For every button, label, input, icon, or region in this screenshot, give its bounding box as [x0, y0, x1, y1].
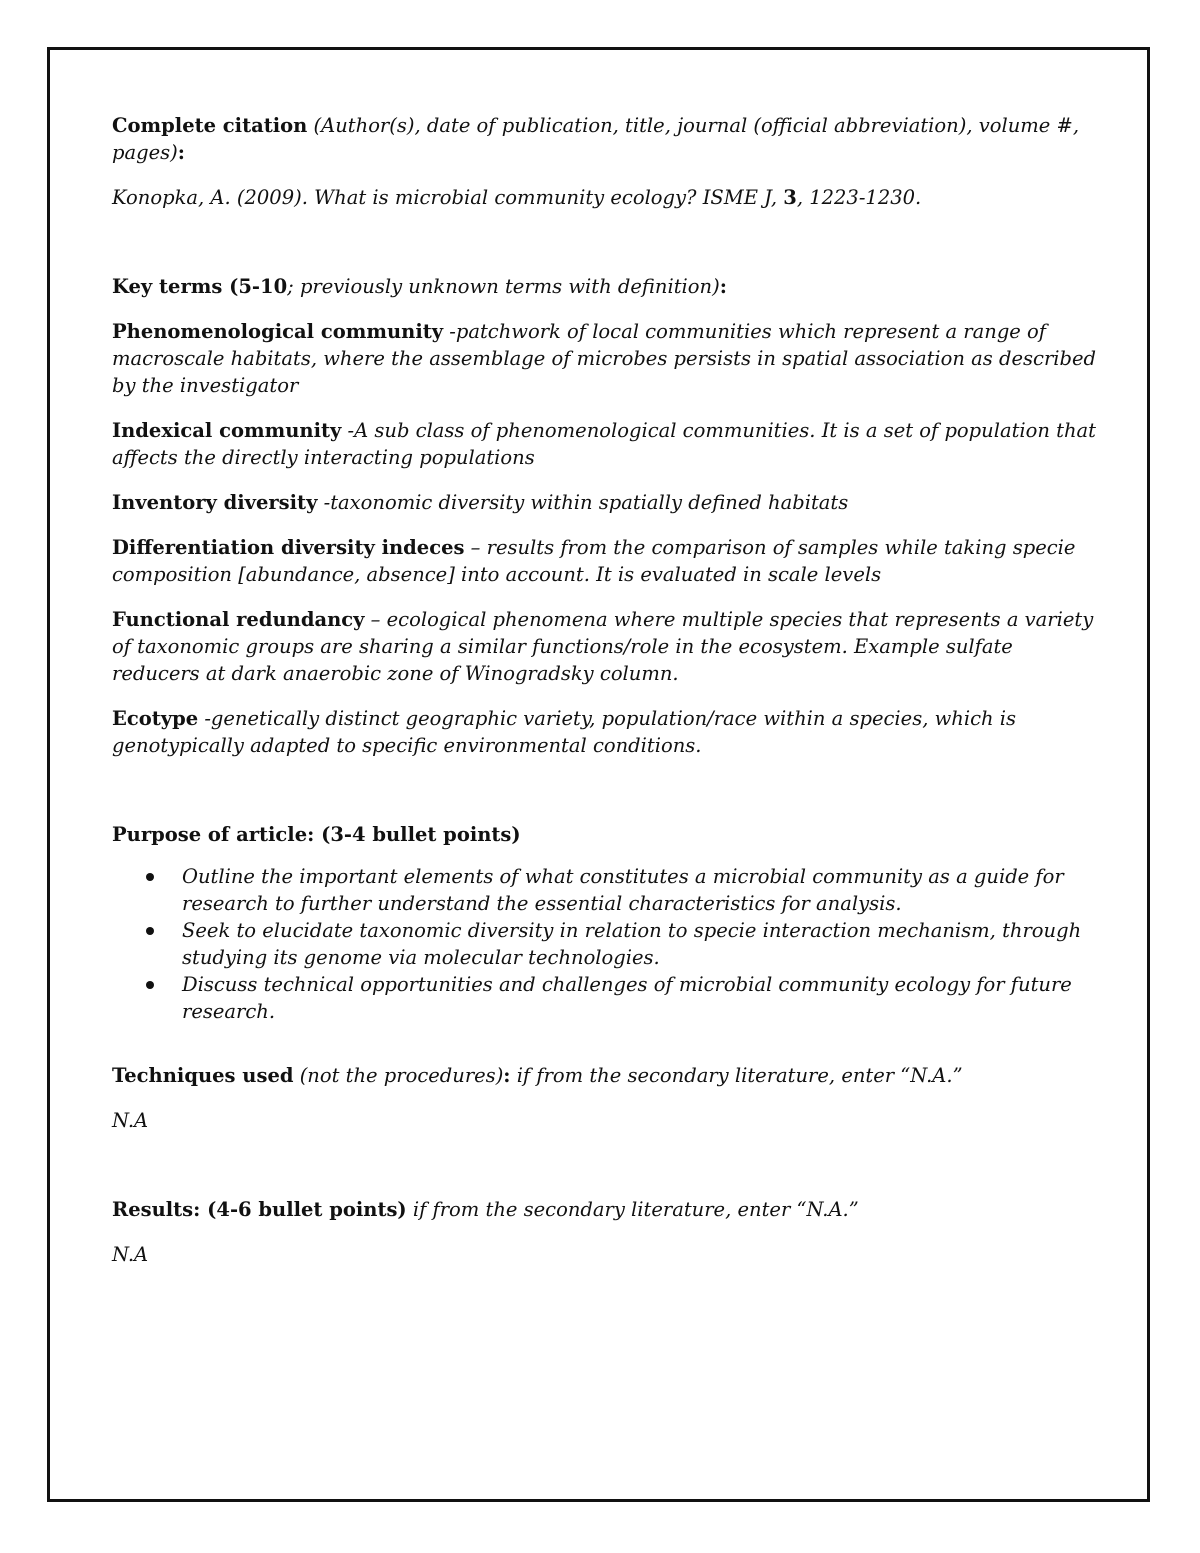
- key-term-name: Ecotype: [112, 707, 199, 730]
- citation-text-start: Konopka, A. (2009). What is microbial community ecology? ISME J,: [112, 186, 784, 209]
- techniques-heading-label: Techniques used: [112, 1064, 294, 1087]
- key-term-name: Functional redundancy: [112, 608, 365, 631]
- key-terms-heading-note: ; previously unknown terms with definition): [287, 275, 720, 298]
- key-term-name: Indexical community: [112, 419, 342, 442]
- list-item: Discuss technical opportunities and challenges of microbial community ecology for future research.: [112, 971, 1102, 1025]
- citation-heading-note: (Author(s), date of publication, title, journal (official abbreviation), volume #, pages): [112, 114, 1080, 164]
- key-term-name: Inventory diversity: [112, 491, 318, 514]
- list-item: Seek to elucidate taxonomic diversity in relation to specie interaction mechanism, through studying its genome via molecular technologies.: [112, 917, 1102, 971]
- results-heading: [112, 1196, 1102, 1223]
- key-terms-heading: [112, 273, 1102, 300]
- document-body: [112, 112, 1102, 1268]
- citation-heading: [112, 112, 1102, 166]
- key-term-item: [112, 489, 1102, 516]
- purpose-heading: Purpose of article: (3-4 bullet points): [112, 823, 521, 846]
- key-term-name: Phenomenological community: [112, 320, 444, 343]
- key-term-item: [112, 534, 1102, 588]
- key-term-item: [112, 417, 1102, 471]
- citation-text: [112, 184, 1102, 211]
- techniques-instruction: if from the secondary literature, enter “N.A.”: [510, 1064, 963, 1087]
- key-terms-heading-label: Key terms (5-10: [112, 275, 288, 298]
- techniques-heading: [112, 1062, 1102, 1089]
- techniques-heading-note: (not the procedures): [293, 1064, 504, 1087]
- key-term-definition: -A sub class of phenomenological communities. It is a set of population that affects the directly interacting populations: [112, 419, 1096, 469]
- citation-text-end: , 1223-1230.: [796, 186, 922, 209]
- purpose-bullet-list: [112, 863, 1102, 1025]
- key-term-definition: -patchwork of local communities which represent a range of macroscale habitats, where the assemblage of microbes persists in spatial association as described by the investigator: [112, 320, 1097, 397]
- techniques-answer: N.A: [112, 1109, 149, 1132]
- key-term-item: [112, 318, 1102, 399]
- citation-heading-colon: :: [177, 141, 185, 164]
- key-terms-heading-colon: :: [719, 275, 727, 298]
- results-heading-label: Results: (4-6 bullet points): [112, 1198, 407, 1221]
- results-instruction: if from the secondary literature, enter “N.A.”: [406, 1198, 859, 1221]
- key-term-definition: -genetically distinct geographic variety, population/race within a species, which is genotypically adapted to specific environmental conditions.: [112, 707, 1017, 757]
- citation-heading-label: Complete citation: [112, 114, 308, 137]
- key-term-definition: – ecological phenomena where multiple species that represents a variety of taxonomic groups are sharing a similar functions/role in the ecosystem. Example sulfate reducers at dark anaerobic zone of Winogradsky column.: [112, 608, 1094, 685]
- results-answer: N.A: [112, 1243, 149, 1266]
- key-term-item: [112, 705, 1102, 759]
- key-term-definition: – results from the comparison of samples while taking specie composition [abundance, absence] into account. It is evaluated in scale levels: [112, 536, 1076, 586]
- list-item: Outline the important elements of what constitutes a microbial community as a guide for research to further understand the essential characteristics for analysis.: [112, 863, 1102, 917]
- citation-volume: 3: [783, 186, 797, 209]
- key-term-item: [112, 606, 1102, 687]
- key-term-definition: -taxonomic diversity within spatially defined habitats: [317, 491, 849, 514]
- key-term-name: Differentiation diversity indeces: [112, 536, 465, 559]
- techniques-heading-colon: :: [503, 1064, 511, 1087]
